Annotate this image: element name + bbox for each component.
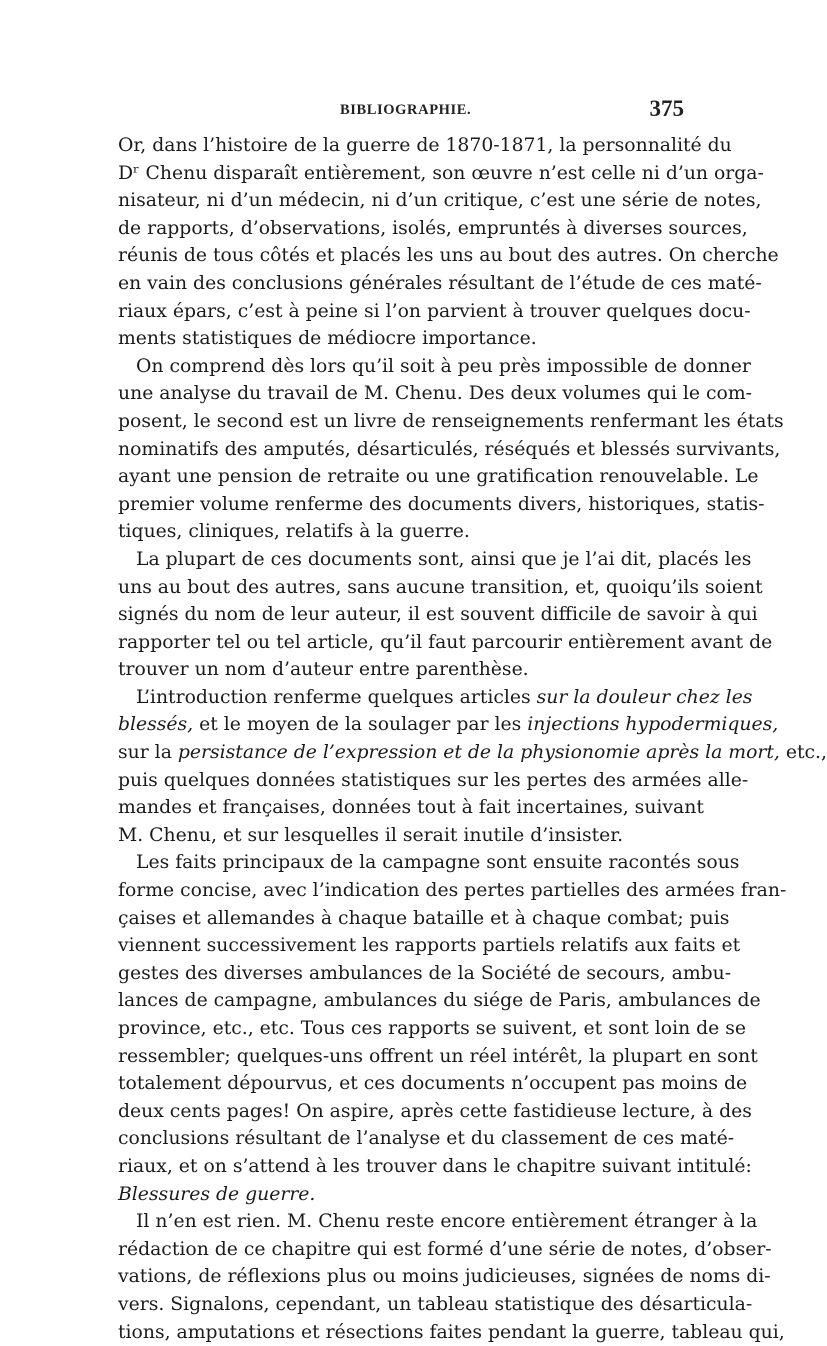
- text-line: lances de campagne, ambulances du siége de Paris, ambulances de: [118, 990, 761, 1012]
- text-line: viennent successivement les rapports partiels relatifs aux faits et: [118, 935, 741, 957]
- text-line: riaux épars, c’est à peine si l’on parvient à trouver quelques docu-: [118, 300, 751, 322]
- text-line: tions, amputations et résections faites pendant la guerre, tableau qui,: [118, 1321, 785, 1343]
- text-line: Les faits principaux de la campagne sont ensuite racontés sous: [136, 852, 740, 874]
- text-line-mixed: [118, 684, 753, 712]
- text-line: totalement dépourvus, et ces documents n’occupent pas moins de: [118, 1073, 748, 1095]
- text-line: en vain des conclusions générales résultant de l’étude de ces maté-: [118, 272, 762, 294]
- text-line: riaux, et on s’attend à les trouver dans le chapitre suivant intitulé:: [118, 1155, 752, 1177]
- text-span: etc.,: [785, 742, 827, 764]
- text-line: province, etc., etc. Tous ces rapports se suivent, et sont loin de se: [118, 1018, 746, 1039]
- text-line: ayant une pension de retraite ou une gratification renouvelable. Le: [118, 466, 759, 488]
- text-line: signés du nom de leur auteur, il est souvent difficile de savoir à qui: [118, 604, 758, 626]
- italic-span: Blessures de guerre.: [118, 1183, 316, 1205]
- text-line: forme concise, avec l’indication des pertes partielles des armées fran-: [118, 880, 787, 902]
- running-title: BIBLIOGRAPHIE.: [340, 102, 472, 118]
- text-line-mixed: [118, 711, 779, 739]
- text-line: Dʳ Chenu disparaît entièrement, son œuvre n’est celle ni d’un orga-: [118, 162, 764, 184]
- italic-span: persistance de l’expression et de la physionomie après la mort,: [177, 742, 780, 764]
- text-line-mixed: [118, 739, 827, 767]
- text-line: posent, le second est un livre de renseignements renfermant les états: [118, 410, 784, 432]
- page-number: 375: [649, 96, 684, 121]
- text-line: conclusions résultant de l’analyse et du classement de ces maté-: [118, 1128, 735, 1150]
- text-line: réunis de tous côtés et placés les uns au bout des autres. On cherche: [118, 245, 779, 267]
- text-line-italic: [118, 1181, 684, 1209]
- text-line: nisateur, ni d’un médecin, ni d’un critique, c’est une série de notes,: [118, 190, 762, 212]
- body-text: [118, 132, 827, 1346]
- text-line: Or, dans l’histoire de la guerre de 1870-1871, la personnalité du: [118, 135, 732, 156]
- text-line: uns au bout des autres, sans aucune transition, et, quoiqu’ils soient: [118, 576, 763, 598]
- text-line: On comprend dès lors qu’il soit à peu près impossible de donner: [136, 355, 751, 377]
- text-line: vers. Signalons, cependant, un tableau statistique des désarticula-: [118, 1293, 753, 1315]
- text-line: La plupart de ces documents sont, ainsi que je l’ai dit, placés les: [136, 548, 752, 570]
- text-line: M. Chenu, et sur lesquelles il serait inutile d’insister.: [118, 824, 624, 846]
- text-span: L’introduction renferme quelques articles: [136, 686, 531, 708]
- italic-span: blessés,: [118, 714, 194, 736]
- text-line: une analyse du travail de M. Chenu. Des deux volumes qui le com-: [118, 383, 752, 405]
- text-line: Il n’en est rien. M. Chenu reste encore entièrement étranger à la: [136, 1211, 758, 1233]
- page-header: [118, 96, 684, 126]
- text-line: trouver un nom d’auteur entre parenthèse.: [118, 659, 529, 681]
- text-line: gestes des diverses ambulances de la Société de secours, ambu-: [118, 962, 732, 984]
- text-line: çaises et allemandes à chaque bataille et à chaque combat; puis: [118, 907, 730, 929]
- text-line: ments statistiques de médiocre importance.: [118, 328, 537, 350]
- text-line: tiques, cliniques, relatifs à la guerre.: [118, 521, 470, 543]
- text-line: nominatifs des amputés, désarticulés, réséqués et blessés survivants,: [118, 438, 781, 460]
- italic-span: injections hypodermiques,: [527, 714, 779, 736]
- text-line: mandes et françaises, données tout à fait incertaines, suivant: [118, 797, 704, 819]
- text-line: ressembler; quelques-uns offrent un réel intérêt, la plupart en sont: [118, 1045, 758, 1067]
- text-line: puis quelques données statistiques sur les pertes des armées alle-: [118, 769, 749, 791]
- text-line: vations, de réflexions plus ou moins judicieuses, signées de noms di-: [118, 1266, 771, 1288]
- text-line: rédaction de ce chapitre qui est formé d’une série de notes, d’obser-: [118, 1238, 772, 1260]
- text-line: de rapports, d’observations, isolés, empruntés à diverses sources,: [118, 217, 748, 239]
- text-span: sur la: [118, 742, 172, 764]
- text-line: rapporter tel ou tel article, qu’il faut parcourir entièrement avant de: [118, 631, 773, 653]
- text-line: premier volume renferme des documents divers, historiques, statis-: [118, 493, 765, 515]
- text-span: et le moyen de la soulager par les: [199, 714, 522, 736]
- italic-span: sur la douleur chez les: [536, 686, 753, 708]
- text-line: deux cents pages! On aspire, après cette fastidieuse lecture, à des: [118, 1100, 752, 1122]
